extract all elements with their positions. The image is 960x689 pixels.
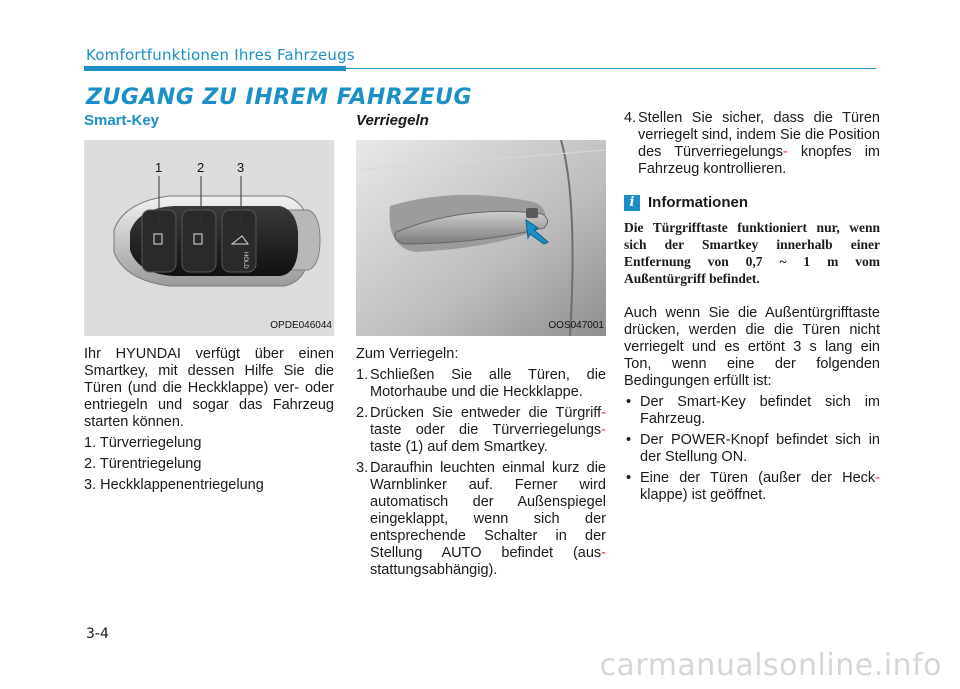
info-paragraph: Auch wenn Sie die Außentürgrifftaste drücken, werden die die Türen nicht verriegelt und es ertönt 3 s lang ein Ton, wenn eine der folgenden Bedingungen erfüllt ist: bbox=[624, 305, 880, 389]
smart-key-image bbox=[84, 140, 334, 336]
step-number: 4. bbox=[624, 110, 637, 126]
callout-1: 1 bbox=[155, 160, 163, 175]
list-item bbox=[356, 405, 606, 456]
step-text: Daraufhin leuchten einmal kurz die Warnblinker auf. Ferner wird automatisch der Außenspiegel eingeklappt, wenn sich der entsprechende Schalter in der Stellung AUTO befindet (aus- stattungsabhängig). bbox=[370, 460, 606, 578]
door-handle-image bbox=[356, 140, 606, 336]
list-item bbox=[356, 367, 606, 401]
callout-3: 3 bbox=[237, 160, 245, 175]
list-item: • Der Smart-Key befindet sich im Fahrzeug. bbox=[626, 394, 880, 427]
step-text: Drücken Sie entweder die Türgriff- taste oder die Türverriegelungs- taste (1) auf dem Smartkey. bbox=[370, 405, 606, 455]
callout-2: 2 bbox=[197, 160, 205, 175]
step-number: 1. bbox=[356, 367, 369, 383]
smart-key-figure bbox=[84, 140, 334, 336]
header-rule bbox=[346, 68, 876, 69]
list-item bbox=[356, 460, 606, 579]
page-number: 3-4 bbox=[86, 626, 109, 642]
smart-key-intro: Ihr HYUNDAI verfügt über einen Smartkey, mit dessen Hilfe Sie die Türen (und die Heckklappe) ver- oder entriegeln und sogar das Fahrzeug starten können. bbox=[84, 346, 334, 430]
list-item: 3. Heckklappenentriegelung bbox=[84, 477, 264, 493]
column-info bbox=[624, 110, 880, 504]
list-item: 2. Türentriegelung bbox=[84, 456, 202, 472]
column-verriegeln bbox=[356, 110, 606, 579]
figure-code: OOS047001 bbox=[548, 320, 604, 331]
info-bold-note: Die Türgrifftaste funktioniert nur, wenn sich der Smartkey innerhalb einer Entfernung von 0,7 ~ 1 m vom Außentürgriff befindet. bbox=[624, 220, 880, 286]
step-number: 2. bbox=[356, 405, 369, 421]
header-accent-bar bbox=[84, 66, 346, 71]
chapter-title: Komfortfunktionen Ihres Fahrzeugs bbox=[86, 46, 355, 64]
info-header bbox=[624, 194, 880, 211]
section-title: ZUGANG ZU IHREM FAHRZEUG bbox=[86, 85, 473, 110]
verriegeln-intro: Zum Verriegeln: bbox=[356, 346, 459, 362]
step-number: 3. bbox=[356, 460, 369, 476]
list-item: 1. Türverriegelung bbox=[84, 435, 202, 451]
step-text: Schließen Sie alle Türen, die Motorhaube und die Heckklappe. bbox=[370, 367, 606, 400]
subhead-verriegeln: Verriegeln bbox=[356, 112, 429, 129]
list-item: • Eine der Türen (außer der Heck- klappe) ist geöffnet. bbox=[626, 470, 880, 503]
watermark: carmanualsonline.info bbox=[599, 648, 942, 683]
list-item: • Der POWER-Knopf befindet sich in der Stellung ON. bbox=[626, 432, 880, 465]
figure-code: OPDE046044 bbox=[270, 320, 332, 331]
info-icon: i bbox=[624, 195, 640, 211]
column-smart-key bbox=[84, 110, 334, 494]
list-item bbox=[624, 110, 880, 178]
info-title: Informationen bbox=[648, 194, 748, 211]
door-handle-figure bbox=[356, 140, 606, 336]
key-hold-label: HOLD bbox=[242, 252, 248, 269]
subhead-smart-key: Smart-Key bbox=[84, 112, 160, 129]
step-text: Stellen Sie sicher, dass die Türen verriegelt sind, indem Sie die Position des Türverriegelungs- knopfes im Fahrzeug kontrollieren. bbox=[638, 110, 880, 177]
